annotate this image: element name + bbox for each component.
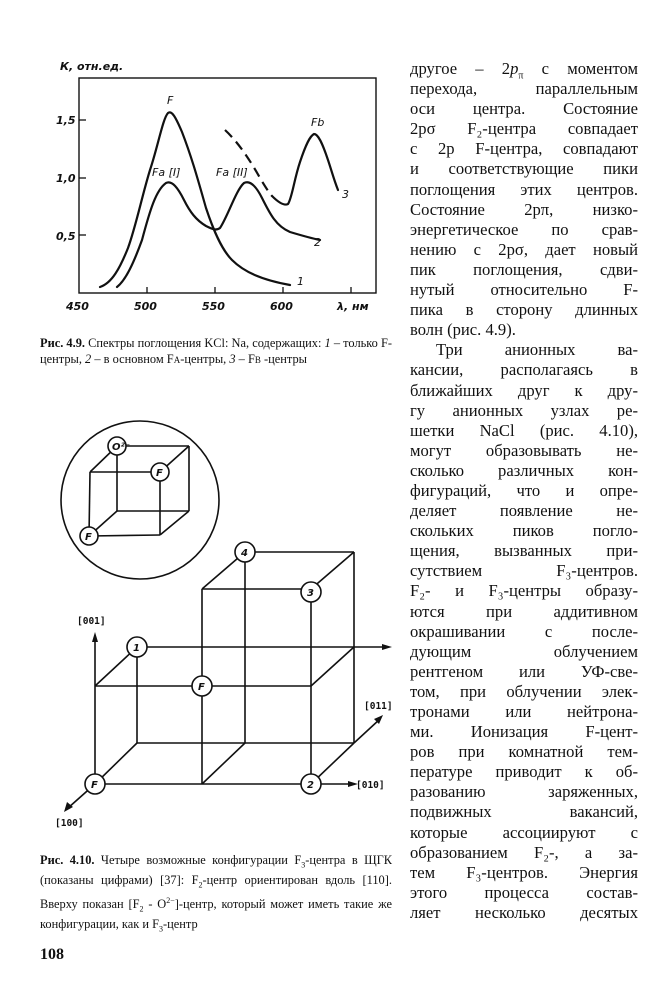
- text-line: тем F₃-центров. Энергия: [410, 862, 638, 882]
- text-line: Состояние 2pπ, низко-: [410, 199, 638, 219]
- curve-3-Fb-dashed: [225, 130, 272, 196]
- f3-center-configurations-diagram: [61, 421, 392, 812]
- text-line: нутый относительно F-: [410, 280, 638, 300]
- text-line: кансии, располагаясь в: [410, 360, 638, 380]
- text-line: поглощения этих центров.: [410, 179, 638, 199]
- figure-4-9-caption: Рис. 4.9. Спектры поглощения KCl: Na, содержащих: 1 – только F-центры, 2 – в основном FA-центры, 3 – FB -центры: [40, 336, 393, 366]
- node-2-label: 2: [307, 780, 314, 791]
- curve-1-F: [100, 112, 290, 287]
- text-line: деляет появление не-: [410, 501, 638, 521]
- text-line: F₂- и F₃-центры образу-: [410, 581, 638, 601]
- text-line: могут образовывать не-: [410, 440, 638, 460]
- text-line: рентгеном или УФ-све-: [410, 661, 638, 681]
- curve-number-3: 3: [342, 188, 349, 201]
- x-tick-550: 550: [202, 300, 225, 313]
- inset-node-f-bottom-label: F: [85, 532, 92, 543]
- node-3-label: 3: [307, 588, 314, 599]
- text-line: фигураций, что и опре-: [410, 480, 638, 500]
- main-lattice: [68, 552, 385, 808]
- text-line: с 2p F-центра, совпадают: [410, 139, 638, 159]
- y-ticks: [79, 120, 86, 235]
- text-line: нению с 2pσ, дает новый: [410, 239, 638, 259]
- caption-label: Рис. 4.9.: [40, 336, 86, 350]
- curve-number-2: 2: [314, 236, 321, 249]
- text-line: скольких пиков погло-: [410, 521, 638, 541]
- figure-4-10-caption: Рис. 4.10. Четыре возможные конфигурации $F_3$-центра в ЩГК (показаны цифрами) [37]: $F_2$-центр ориентирован вдоль [110]. Вверху показан [$F_2$ - $O^{2-}$]-центр, который может иметь такие же конфигурации, как и $F_3$-центр: [40, 853, 393, 934]
- node-1-label: 1: [133, 643, 140, 654]
- node-center-label: F: [198, 682, 205, 693]
- axis-arrowheads: [64, 632, 392, 812]
- curve-number-1: 1: [297, 275, 304, 288]
- x-tick-500: 500: [134, 300, 157, 313]
- text-line: сутствием F₃-центров.: [410, 561, 638, 581]
- inset-node-f-mid-label: F: [156, 468, 163, 479]
- x-axis-label: λ, нм: [337, 300, 369, 313]
- text-line: которые ассоциируют с: [410, 822, 638, 842]
- text-line: перехода, параллельным: [410, 79, 638, 99]
- caption-label: Рис. 4.10.: [40, 853, 95, 867]
- node-origin-label: F: [91, 780, 98, 791]
- text-line: Три анионных ва-: [436, 340, 638, 360]
- body-text-column: [410, 59, 638, 923]
- text-line: гу анионных узлах ре-: [410, 400, 638, 420]
- y-axis-label: К, отн.ед.: [60, 60, 124, 73]
- axis-label-010: [010]: [356, 780, 385, 791]
- text-line: тронами или нейтрона-: [410, 702, 638, 721]
- x-tick-450: 450: [66, 300, 89, 313]
- text-line: подвижных вакансий,: [410, 802, 638, 822]
- peak-label-Fa-II: Fa [II]: [216, 166, 248, 179]
- x-tick-600: 600: [270, 300, 293, 313]
- y-tick-0.5: 0,5: [56, 230, 76, 243]
- text-line: ров при комнатной тем-: [410, 742, 638, 762]
- inset-circle: [61, 421, 219, 579]
- y-tick-1.0: 1,0: [56, 172, 76, 185]
- peak-label-Fb: Fb: [311, 116, 325, 129]
- text-line: этого процесса состав-: [410, 882, 638, 902]
- text-line: шетки NaCl (рис. 4.10),: [410, 420, 638, 440]
- text-line: волн (рис. 4.9).: [410, 320, 516, 340]
- diagram-labels: [55, 442, 393, 829]
- text-line: разованию заряженных,: [410, 782, 638, 802]
- text-line: щения, вызванных при-: [410, 541, 638, 561]
- text-line: энергетическое по срав-: [410, 219, 638, 239]
- axis-label-011: [011]: [364, 701, 393, 712]
- text-line: окрашивании с после-: [410, 621, 638, 641]
- text-line: пик поглощения, сдви-: [410, 259, 638, 279]
- text-line: ются при аддитивном: [410, 601, 638, 621]
- text-line: 2pσ F₂-центра совпадает: [410, 119, 638, 139]
- text-line: ближайших друг к дру-: [410, 380, 638, 400]
- peak-label-F: F: [167, 94, 174, 107]
- page-number: 108: [40, 946, 64, 963]
- text-line: ляет несколько десятых: [410, 902, 638, 922]
- text-line: пературе приводит к об-: [410, 762, 638, 782]
- text-line: дующим облучением: [410, 641, 638, 661]
- absorption-spectra-chart: [56, 60, 376, 313]
- text-line: оси центра. Состояние: [410, 99, 638, 119]
- y-tick-1.5: 1,5: [56, 114, 76, 127]
- text-line: другое – $2p_\pi$ с моментом: [410, 59, 639, 82]
- text-line: сколько различных кон-: [410, 460, 638, 480]
- text-line: том, при облучении элек-: [410, 681, 638, 701]
- text-line: и соответствующие пики: [410, 159, 638, 179]
- axis-label-100: [100]: [55, 818, 84, 829]
- x-ticks: [147, 287, 351, 293]
- text-line: пика в сторону длинных: [410, 300, 638, 320]
- curve-3-Fb: [272, 134, 338, 205]
- inset-node-o2-label: O²⁻: [112, 442, 131, 453]
- peak-label-Fa-I: Fa [I]: [152, 166, 181, 179]
- inset-cube: [89, 446, 189, 536]
- text-line: ми. Ионизация F-цент-: [410, 722, 638, 742]
- node-4-label: 4: [241, 548, 248, 559]
- axis-label-001: [001]: [77, 616, 106, 627]
- text-line: образованием F₂-, а за-: [410, 842, 638, 862]
